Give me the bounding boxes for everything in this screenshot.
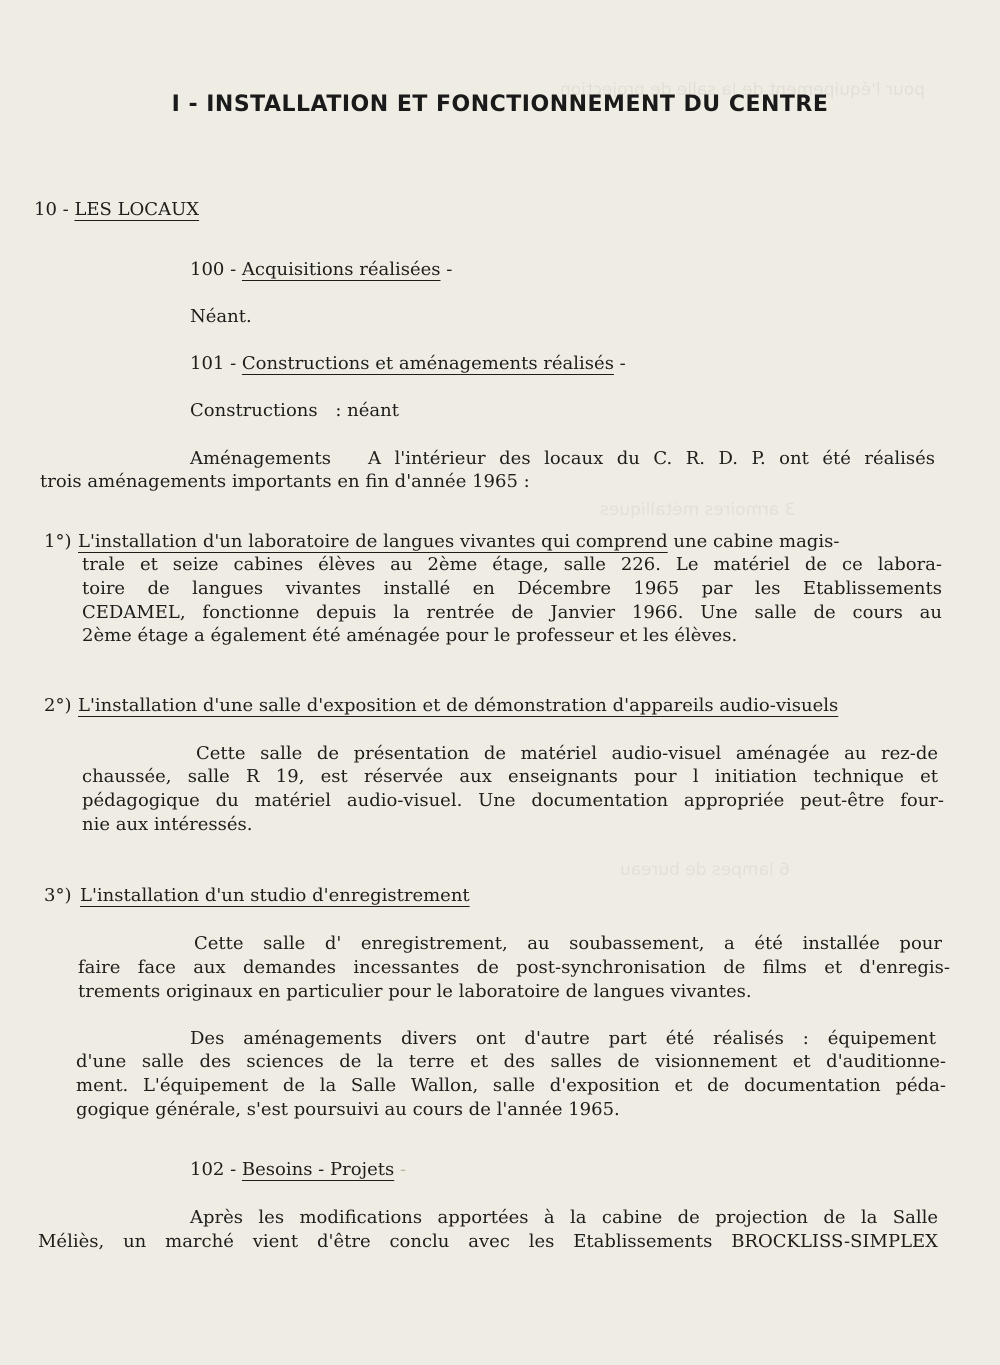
constructions-value: : néant: [335, 400, 399, 421]
subsection-number: 100 -: [190, 259, 237, 280]
section-10-heading: [34, 198, 199, 222]
text-line: Cette salle de présentation de matériel audio-visuel aménagée au rez-de: [196, 743, 938, 764]
text-line: chaussée, salle R 19, est réservée aux enseignants pour l initiation technique et: [82, 766, 938, 787]
section-title: LES LOCAUX: [74, 199, 200, 220]
item-2-title: L'installation d'une salle d'exposition et de démonstration d'appareils audio-visuels: [78, 695, 839, 716]
constructions-label: Constructions: [190, 400, 318, 421]
subsection-102-heading: [190, 1158, 406, 1182]
item-1-heading: [78, 530, 942, 554]
constructions-line: [190, 399, 399, 423]
item-1-title: L'installation d'un laboratoire de langues vivantes qui comprend: [78, 531, 668, 552]
text-line: nie aux intéressés.: [82, 814, 253, 835]
item-2-heading: [78, 694, 838, 718]
text-line: Après les modifications apportées à la cabine de projection de la Salle: [190, 1207, 938, 1228]
heading-dash: -: [399, 1159, 407, 1180]
text-line: CEDAMEL, fonctionne depuis la rentrée de Janvier 1966. Une salle de cours au: [82, 602, 942, 623]
text-line: Cette salle d' enregistrement, au soubassement, a été installée pour: [194, 933, 942, 954]
text-line: pédagogique du matériel audio-visuel. Une documentation appropriée peut-être four-: [82, 790, 944, 811]
show-through: pour l'équipement de la salle de projection: [560, 80, 925, 100]
text-line: toire de langues vivantes installé en Décembre 1965 par les Etablissements: [82, 578, 942, 599]
text-line: A l'intérieur des locaux du C. R. D. P. ont été réalisés: [368, 448, 935, 469]
heading-dash: -: [619, 353, 626, 374]
text-line: gogique générale, s'est poursuivi au cours de l'année 1965.: [76, 1099, 620, 1120]
item-3-title: L'installation d'un studio d'enregistrement: [80, 885, 470, 906]
amenagements-label: Aménagements: [190, 448, 332, 469]
text-line: Des aménagements divers ont d'autre part été réalisés : équipement: [190, 1028, 936, 1049]
item-3-heading: [80, 884, 470, 908]
page-title: I - INSTALLATION ET FONCTIONNEMENT DU CENTRE: [171, 92, 829, 117]
subsection-101-heading: [190, 352, 626, 376]
subsection-title: Acquisitions réalisées: [241, 259, 441, 280]
item-1-title-rest: une cabine magis-: [673, 531, 840, 552]
show-through: 3 armoires métalliques: [600, 500, 796, 520]
text-line: ment. L'équipement de la Salle Wallon, salle d'exposition et de documentation péda-: [76, 1075, 946, 1096]
subsection-100-heading: [190, 258, 452, 282]
item-1-marker: 1°): [44, 531, 72, 552]
subsection-title: Besoins - Projets: [241, 1159, 395, 1180]
heading-dash: -: [446, 259, 453, 280]
item-3-marker: 3°): [44, 885, 72, 906]
text-line: 2ème étage a également été aménagée pour le professeur et les élèves.: [82, 625, 738, 646]
item-2-marker: 2°): [44, 695, 72, 716]
section-number: 10 -: [34, 199, 69, 220]
show-through: 6 lampes de bureau: [620, 860, 790, 880]
text-line: faire face aux demandes incessantes de post-synchronisation de films et d'enregis-: [78, 957, 950, 978]
text-line: trale et seize cabines élèves au 2ème étage, salle 226. Le matériel de ce labora-: [82, 554, 942, 575]
text-line: trois aménagements importants en fin d'année 1965 :: [40, 471, 530, 492]
paragraph-neant: Néant.: [190, 306, 252, 327]
text-line: Méliès, un marché vient d'être conclu avec les Etablissements BROCKLISS-SIMPLEX: [38, 1231, 938, 1252]
subsection-title: Constructions et aménagements réalisés: [241, 353, 614, 374]
subsection-number: 101 -: [190, 353, 237, 374]
text-line: d'une salle des sciences de la terre et des salles de visionnement et d'auditionne-: [76, 1051, 946, 1072]
text-line: trements originaux en particulier pour le laboratoire de langues vivantes.: [78, 981, 752, 1002]
subsection-number: 102 -: [190, 1159, 237, 1180]
